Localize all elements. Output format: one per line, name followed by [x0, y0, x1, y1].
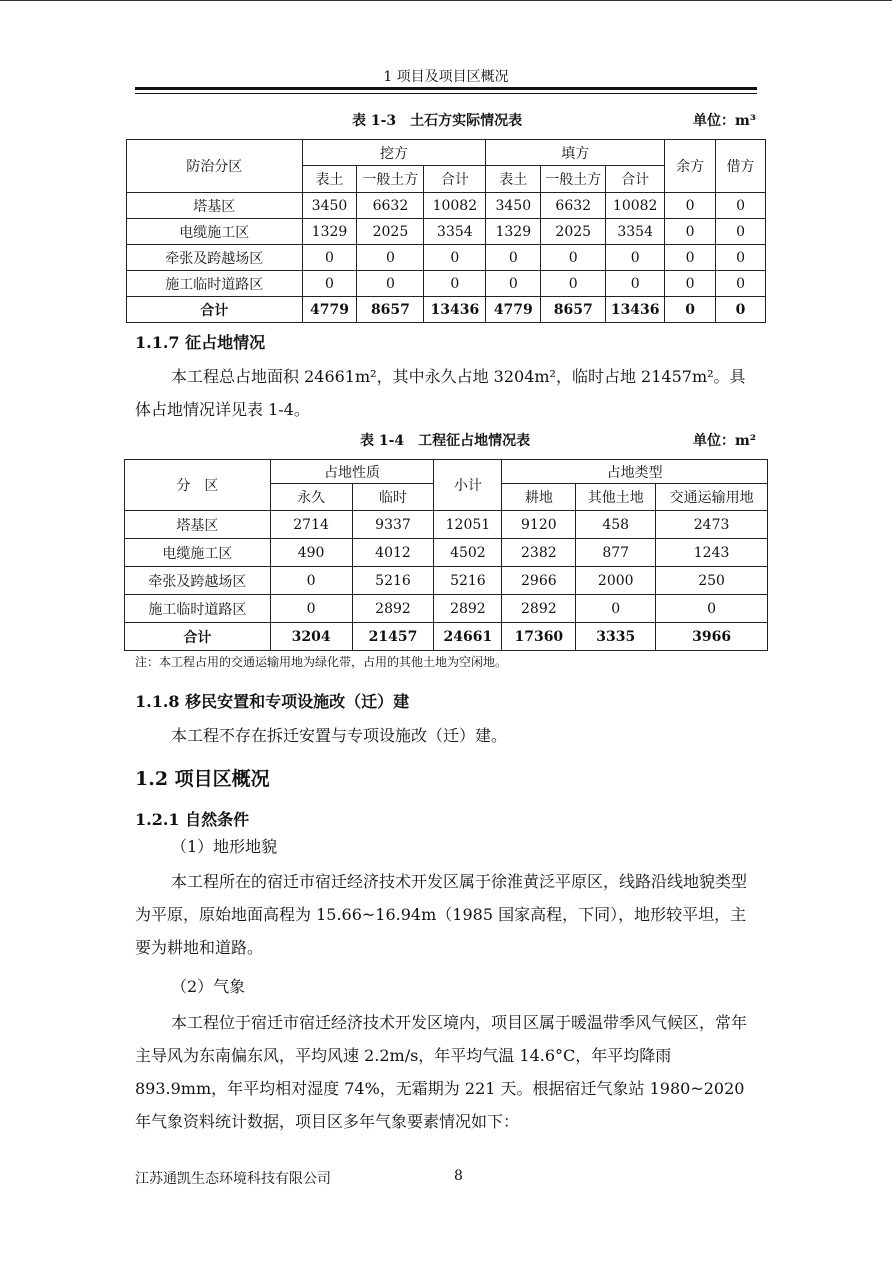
table-1-3-unit: 单位：m³	[693, 113, 756, 129]
table-cell: 合计	[127, 297, 303, 323]
table-cell: 0	[357, 271, 424, 297]
table-cell: 3335	[576, 623, 656, 651]
header-fill-general: 一般土方	[541, 166, 606, 193]
table-cell: 21457	[352, 623, 434, 651]
table-row	[127, 271, 766, 297]
table-cell: 0	[424, 271, 486, 297]
table-1-3-caption: 表 1-3 土石方实际情况表	[352, 113, 523, 129]
table-cell: 0	[424, 245, 486, 271]
table-row	[125, 567, 768, 595]
table-cell: 3450	[486, 193, 541, 219]
table-cell: 1329	[486, 219, 541, 245]
paragraph-land-occupation: 本工程总占地面积 24661m²，其中永久占地 3204m²，临时占地 21457m²。具体占地情况详见表 1-4。	[135, 367, 746, 419]
table-cell: 施工临时道路区	[127, 271, 303, 297]
table-cell: 5216	[352, 567, 434, 595]
table-row	[125, 595, 768, 623]
table-cell: 2473	[656, 511, 768, 539]
table-cell: 1329	[302, 219, 357, 245]
table-cell: 6632	[541, 193, 606, 219]
table-cell: 13436	[424, 297, 486, 323]
header-zone: 分 区	[125, 460, 271, 511]
table-cell: 0	[665, 219, 716, 245]
section-heading-1-1-8: 1.1.8 移民安置和专项设施改（迁）建	[135, 692, 410, 711]
table-total-row	[127, 297, 766, 323]
table-row	[125, 539, 768, 567]
section-heading-1-1-7: 1.1.7 征占地情况	[135, 333, 266, 352]
table-row	[125, 511, 768, 539]
table-cell: 9120	[502, 511, 576, 539]
table-cell: 0	[486, 271, 541, 297]
table-cell: 0	[716, 271, 766, 297]
table-1-4-note: 注：本工程占用的交通运输用地为绿化带，占用的其他土地为空闲地。	[135, 655, 508, 669]
table-total-row	[125, 623, 768, 651]
header-zone: 防治分区	[127, 140, 303, 193]
table-cell: 塔基区	[125, 511, 271, 539]
table-cell: 4012	[352, 539, 434, 567]
table-cell: 2892	[352, 595, 434, 623]
header-cut-topsoil: 表土	[302, 166, 357, 193]
section-heading-1-2: 1.2 项目区概况	[135, 768, 270, 790]
header-rule-thick	[135, 87, 757, 90]
table-cell: 24661	[434, 623, 502, 651]
header-nature: 占地性质	[270, 460, 434, 484]
table-1-4-caption: 表 1-4 工程征占地情况表	[360, 433, 531, 449]
running-header: 1 项目及项目区概况	[383, 69, 509, 85]
table-cell: 0	[665, 245, 716, 271]
table-cell: 施工临时道路区	[125, 595, 271, 623]
header-cut-total: 合计	[424, 166, 486, 193]
table-cell: 电缆施工区	[125, 539, 271, 567]
table-cell: 0	[716, 193, 766, 219]
table-cell: 13436	[606, 297, 665, 323]
table-cell: 0	[656, 595, 768, 623]
table-row	[127, 219, 766, 245]
earthwork-table	[126, 139, 766, 323]
table-cell: 2892	[502, 595, 576, 623]
land-occupation-table	[124, 459, 768, 651]
header-rule-thin	[135, 93, 757, 94]
table-cell: 0	[357, 245, 424, 271]
table-cell: 0	[486, 245, 541, 271]
table-cell: 8657	[357, 297, 424, 323]
table-cell: 0	[665, 193, 716, 219]
table-cell: 1243	[656, 539, 768, 567]
table-cell: 4502	[434, 539, 502, 567]
table-cell: 0	[716, 219, 766, 245]
table-cell: 牵张及跨越场区	[127, 245, 303, 271]
paragraph-resettlement: 本工程不存在拆迁安置与专项设施改（迁）建。	[171, 726, 508, 745]
subheading-terrain: （1）地形地貌	[171, 837, 278, 856]
table-cell: 0	[302, 271, 357, 297]
table-cell: 5216	[434, 567, 502, 595]
table-cell: 塔基区	[127, 193, 303, 219]
header-cut: 挖方	[302, 140, 486, 166]
table-cell: 0	[716, 245, 766, 271]
table-cell: 877	[576, 539, 656, 567]
table-cell: 8657	[541, 297, 606, 323]
table-cell: 3354	[424, 219, 486, 245]
table-cell: 0	[541, 271, 606, 297]
table-cell: 12051	[434, 511, 502, 539]
header-type: 占地类型	[502, 460, 768, 484]
table-cell: 9337	[352, 511, 434, 539]
table-cell: 0	[541, 245, 606, 271]
section-heading-1-2-1: 1.2.1 自然条件	[135, 810, 250, 829]
header-permanent: 永久	[270, 484, 352, 511]
footer-company: 江苏通凯生态环境科技有限公司	[135, 1171, 331, 1187]
table-cell: 3204	[270, 623, 352, 651]
table-cell: 0	[716, 297, 766, 323]
table-cell: 0	[606, 245, 665, 271]
table-cell: 2025	[357, 219, 424, 245]
table-cell: 牵张及跨越场区	[125, 567, 271, 595]
page-number: 8	[454, 1168, 463, 1184]
table-cell: 0	[270, 595, 352, 623]
table-cell: 电缆施工区	[127, 219, 303, 245]
table-cell: 17360	[502, 623, 576, 651]
table-cell: 10082	[424, 193, 486, 219]
table-cell: 2714	[270, 511, 352, 539]
table-row	[127, 245, 766, 271]
table-cell: 3354	[606, 219, 665, 245]
table-cell: 10082	[606, 193, 665, 219]
paragraph-climate: 本工程位于宿迁市宿迁经济技术开发区境内，项目区属于暖温带季风气候区，常年主导风为东南偏东风，平均风速 2.2m/s，年平均气温 14.6°C，年平均降雨 893.9mm，年平均相对湿度 74%，无霜期为 221 天。根据宿迁气象站 1980~2020 年气象资料统计数据，项目区多年气象要素情况如下：	[135, 1013, 748, 1131]
table-cell: 2382	[502, 539, 576, 567]
header-fill: 填方	[486, 140, 665, 166]
table-cell: 4779	[486, 297, 541, 323]
table-cell: 4779	[302, 297, 357, 323]
table-cell: 2000	[576, 567, 656, 595]
table-cell: 0	[665, 271, 716, 297]
table-row	[127, 193, 766, 219]
header-fill-topsoil: 表土	[486, 166, 541, 193]
table-cell: 0	[606, 271, 665, 297]
table-cell: 458	[576, 511, 656, 539]
table-cell: 0	[665, 297, 716, 323]
table-cell: 490	[270, 539, 352, 567]
header-subtotal: 小计	[434, 460, 502, 511]
subheading-climate: （2）气象	[171, 977, 246, 996]
header-borrow: 借方	[716, 140, 766, 193]
paragraph-terrain: 本工程所在的宿迁市宿迁经济技术开发区属于徐淮黄泛平原区，线路沿线地貌类型为平原，原始地面高程为 15.66~16.94m（1985 国家高程，下同），地形较平坦，主要为耕地和道路。	[135, 872, 748, 957]
table-cell: 2892	[434, 595, 502, 623]
header-transport-land: 交通运输用地	[656, 484, 768, 511]
table-cell: 2025	[541, 219, 606, 245]
header-fill-total: 合计	[606, 166, 665, 193]
table-cell: 250	[656, 567, 768, 595]
header-surplus: 余方	[665, 140, 716, 193]
header-temporary: 临时	[352, 484, 434, 511]
table-cell: 0	[302, 245, 357, 271]
table-1-4-unit: 单位：m²	[693, 433, 756, 449]
header-farmland: 耕地	[502, 484, 576, 511]
table-cell: 0	[270, 567, 352, 595]
table-cell: 合计	[125, 623, 271, 651]
table-cell: 3450	[302, 193, 357, 219]
header-other-land: 其他土地	[576, 484, 656, 511]
page-top-border	[0, 0, 892, 1]
table-cell: 3966	[656, 623, 768, 651]
table-cell: 2966	[502, 567, 576, 595]
table-cell: 6632	[357, 193, 424, 219]
table-cell: 0	[576, 595, 656, 623]
header-cut-general: 一般土方	[357, 166, 424, 193]
